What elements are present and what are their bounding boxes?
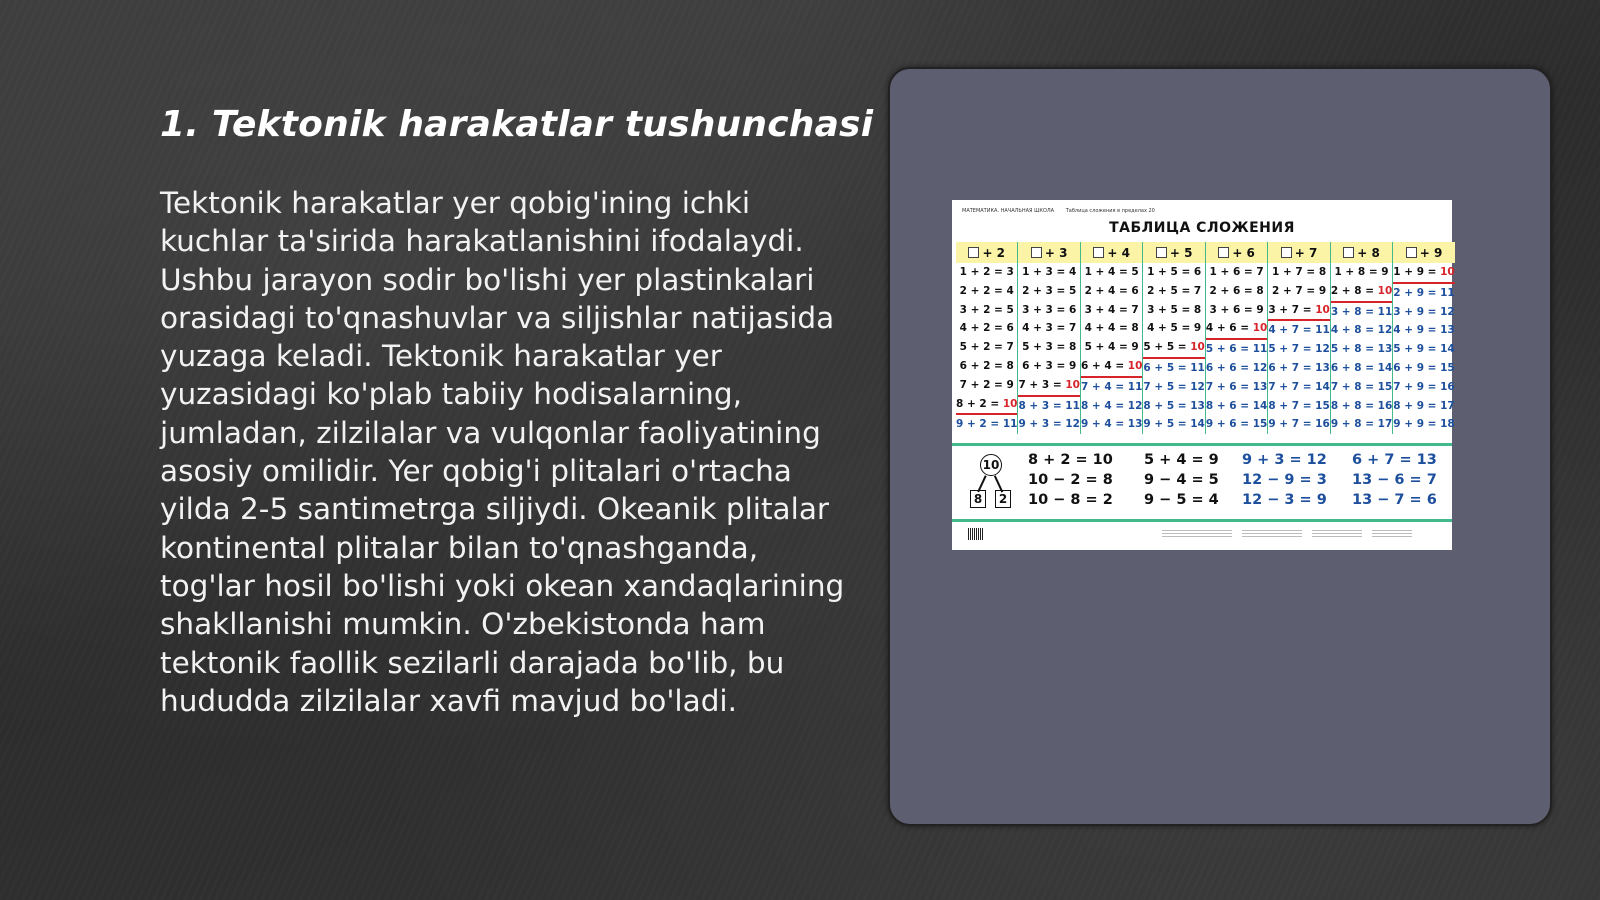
equation-cell: 9 + 7 = 16 [1268,418,1330,431]
example-line: 13 − 7 = 6 [1352,492,1437,508]
poster-footer-fineprint [1242,530,1302,538]
column-header [1393,242,1454,263]
poster-footer-fineprint [1162,530,1232,538]
example-line: 8 + 2 = 10 [1028,452,1113,468]
example-line: 9 − 4 = 5 [1144,472,1219,488]
equation-cell: 5 + 3 = 8 [1022,341,1077,354]
equation-cell: 6 + 4 = 10 [1081,357,1142,378]
column-header [1331,242,1392,263]
example-line: 10 − 2 = 8 [1028,472,1113,488]
equation-cell: 8 + 6 = 14 [1205,399,1268,412]
equation-cell: 5 + 5 = 10 [1143,338,1204,359]
equation-cell: 3 + 6 = 9 [1209,303,1264,316]
equation-result: 10 [1002,397,1018,410]
addition-column [1267,242,1329,434]
equation-cell: 1 + 2 = 3 [959,266,1014,278]
addition-column [1205,242,1267,434]
slide-title: 1. Tektonik harakatlar tushunchasi [160,104,874,145]
equation-cell: 2 + 7 = 9 [1272,284,1327,297]
equation-cell: 5 + 7 = 12 [1268,343,1330,356]
poster-footer-divider [952,519,1452,522]
equation-cell: 1 + 9 = 10 [1393,263,1454,284]
equation-cell: 8 + 8 = 16 [1330,399,1393,412]
equation-cell: 4 + 2 = 6 [959,322,1014,335]
equation-cell: 4 + 4 = 8 [1084,322,1139,335]
equation-cell: 1 + 6 = 7 [1209,266,1264,278]
column-header-label: + 3 [1044,245,1068,260]
example-group-1 [1028,450,1113,510]
poster-title: ТАБЛИЦА СЛОЖЕНИЯ [1109,220,1295,236]
image-frame [888,67,1552,826]
addition-table-poster [952,200,1455,550]
number-bond-part-left: 8 [970,490,986,508]
example-line: 5 + 4 = 9 [1144,452,1219,468]
equation-cell: 9 + 6 = 15 [1205,418,1268,431]
checkbox-square-icon [1031,247,1042,258]
checkbox-square-icon [1156,247,1167,258]
example-line: 12 − 3 = 9 [1242,492,1327,508]
checkbox-square-icon [1343,247,1354,258]
equation-cell: 6 + 8 = 14 [1330,361,1393,374]
example-line: 9 − 5 = 4 [1144,492,1219,508]
example-line: 13 − 6 = 7 [1352,472,1437,488]
example-line: 12 − 9 = 3 [1242,472,1327,488]
equation-result: 10 [1065,378,1080,391]
equation-cell: 1 + 4 = 5 [1084,266,1139,278]
poster-footer-fineprint [1312,530,1362,538]
equation-cell: 3 + 7 = 10 [1268,301,1329,322]
addition-column [956,242,1017,434]
equation-cell: 9 + 8 = 17 [1330,418,1393,431]
addition-column [1080,242,1142,434]
equation-cell: 2 + 8 = 10 [1331,282,1392,303]
equation-cell: 3 + 5 = 8 [1147,303,1202,316]
addition-column [1142,242,1204,434]
equation-cell: 2 + 3 = 5 [1022,284,1077,297]
example-line: 10 − 8 = 2 [1028,492,1113,508]
column-header [1143,242,1204,263]
equation-cell: 1 + 7 = 8 [1272,266,1327,278]
equation-result: 10 [1315,303,1330,316]
column-header-label: + 4 [1107,245,1130,260]
equation-cell: 8 + 4 = 12 [1080,399,1143,412]
equation-cell: 6 + 9 = 15 [1393,361,1455,374]
poster-divider [952,443,1452,446]
equation-cell: 2 + 6 = 8 [1209,284,1264,297]
example-line: 6 + 7 = 13 [1352,452,1437,468]
column-header-label: + 7 [1294,245,1318,260]
equation-cell: 5 + 2 = 7 [959,341,1014,354]
column-header-label: + 9 [1419,245,1443,260]
equation-cell: 1 + 8 = 9 [1334,266,1389,278]
column-header-label: + 6 [1232,245,1255,260]
addition-column [1392,242,1454,434]
equation-result: 10 [1252,322,1268,335]
equation-result: 10 [1190,341,1205,354]
equation-cell: 7 + 7 = 14 [1268,380,1330,393]
equation-cell: 6 + 3 = 9 [1022,359,1077,372]
equation-cell: 2 + 5 = 7 [1147,284,1202,297]
equation-cell: 9 + 2 = 11 [956,418,1018,431]
equation-result: 10 [1440,266,1455,278]
example-group-2 [1144,450,1219,510]
equation-cell: 4 + 6 = 10 [1206,319,1267,340]
example-group-4 [1352,450,1437,510]
equation-cell: 7 + 6 = 13 [1205,380,1268,393]
equation-cell: 9 + 5 = 14 [1143,418,1205,431]
equation-cell: 9 + 3 = 12 [1018,418,1080,431]
equation-cell: 1 + 3 = 4 [1022,266,1077,278]
number-bond-whole: 10 [980,454,1002,476]
equation-cell: 7 + 2 = 9 [959,378,1014,391]
equation-result: 10 [1127,359,1143,372]
checkbox-square-icon [968,247,979,258]
equation-cell: 4 + 7 = 11 [1268,324,1330,337]
equation-cell: 7 + 3 = 10 [1018,376,1079,397]
equation-cell: 5 + 8 = 13 [1330,343,1393,356]
equation-cell: 4 + 9 = 13 [1393,324,1455,337]
poster-footer-fineprint [1372,530,1412,538]
column-header-label: + 5 [1169,245,1193,260]
equation-cell: 7 + 5 = 12 [1143,380,1205,393]
equation-cell: 2 + 2 = 4 [959,284,1014,297]
checkbox-square-icon [1093,247,1104,258]
equation-cell: 8 + 7 = 15 [1268,399,1330,412]
equation-cell: 9 + 4 = 13 [1080,418,1143,431]
equation-cell: 3 + 3 = 6 [1022,303,1077,316]
equation-cell: 5 + 6 = 11 [1205,343,1268,356]
column-header [1018,242,1079,263]
equation-cell: 4 + 5 = 9 [1147,322,1202,335]
example-line: 9 + 3 = 12 [1242,452,1327,468]
equation-cell: 8 + 2 = 10 [956,395,1017,416]
equation-cell: 8 + 5 = 13 [1143,399,1205,412]
equation-cell: 5 + 4 = 9 [1084,341,1139,354]
poster-subject: МАТЕМАТИКА. НАЧАЛЬНАЯ ШКОЛА [962,208,1055,214]
barcode-icon [968,528,984,540]
equation-cell: 4 + 8 = 12 [1330,324,1393,337]
column-header [956,242,1017,263]
poster-header-small [962,208,1165,214]
addition-column [1017,242,1079,434]
poster-subtitle: Таблица сложения в пределах 20 [1065,208,1155,214]
equation-cell: 6 + 7 = 13 [1268,361,1330,374]
column-header-label: + 2 [982,245,1006,260]
addition-grid [956,242,1455,434]
equation-cell: 5 + 9 = 14 [1393,343,1455,356]
equation-cell: 6 + 6 = 12 [1205,361,1268,374]
checkbox-square-icon [1406,247,1417,258]
column-header [1081,242,1142,263]
equation-cell: 7 + 9 = 16 [1393,380,1455,393]
number-bond-part-right: 2 [995,490,1011,508]
slide-body-text: Tektonik harakatlar yer qobig'ining ichki kuchlar ta'sirida harakatlanishini ifodalaydi. Ushbu jarayon sodir bo'lishi yer plastinkalari orasidagi to'qnashuvlar va siljishlar natijasida yuzaga keladi. Tektonik harakatlar yer yuzasidagi ko'plab tabiiy hodisalarning, jumladan, zilzilalar va vulqonlar faoliyatining asosiy omilidir. Yer qobig'i plitalari o'rtacha yilda 2-5 santimetrga siljiydi. Okeanik plitalar kontinental plitalar bilan to'qnashganda, tog'lar hosil bo'lishi yoki okean xandaqlarining shakllanishi mumkin. O'zbekistonda ham tektonik faollik sezilarli darajada bo'lib, bu hududda zilzilalar xavfi mavjud bo'ladi. [160,186,845,718]
example-group-3 [1242,450,1327,510]
equation-cell: 6 + 2 = 8 [959,359,1014,372]
equation-cell: 7 + 8 = 15 [1330,380,1393,393]
equation-cell: 3 + 8 = 11 [1330,305,1393,318]
column-header [1268,242,1329,263]
column-header [1206,242,1267,263]
equation-cell: 7 + 4 = 11 [1080,380,1143,393]
equation-cell: 3 + 9 = 12 [1393,305,1455,318]
addition-column [1330,242,1392,434]
equation-cell: 8 + 3 = 11 [1018,399,1080,412]
equation-cell: 3 + 4 = 7 [1084,303,1139,316]
column-header-label: + 8 [1357,245,1380,260]
equation-cell: 1 + 5 = 6 [1147,266,1202,278]
equation-cell: 2 + 9 = 11 [1393,286,1455,299]
equation-cell: 4 + 3 = 7 [1022,322,1077,335]
checkbox-square-icon [1281,247,1292,258]
equation-cell: 6 + 5 = 11 [1143,361,1205,374]
equation-cell: 8 + 9 = 17 [1393,399,1455,412]
equation-cell: 2 + 4 = 6 [1084,284,1139,297]
equation-cell: 3 + 2 = 5 [959,303,1014,316]
equation-cell: 9 + 9 = 18 [1393,418,1455,431]
equation-result: 10 [1377,284,1393,297]
checkbox-square-icon [1218,247,1229,258]
